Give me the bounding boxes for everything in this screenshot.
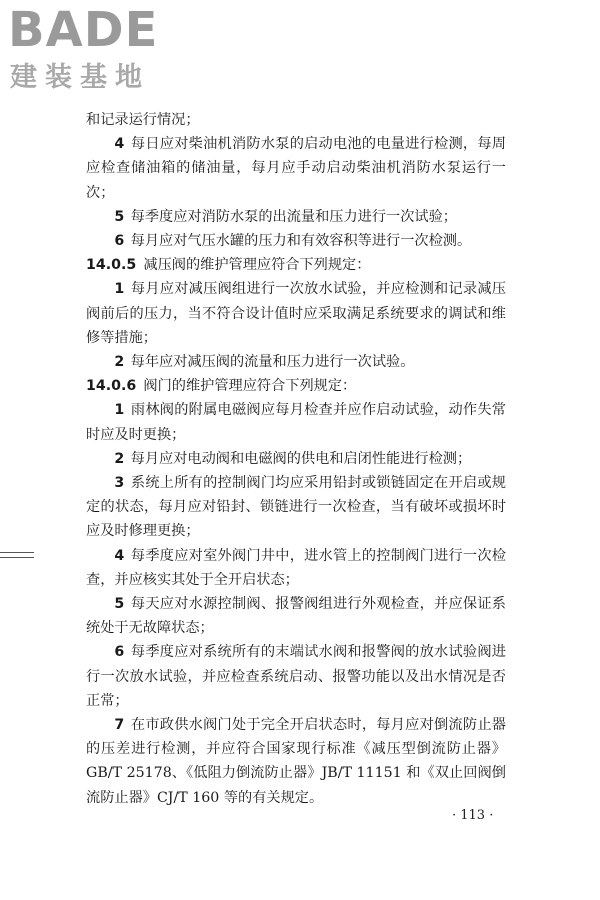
item-text: 每季度应对消防水泵的出流量和压力进行一次试验；: [130, 208, 457, 225]
item-text: 每年应对减压阀的流量和压力进行一次试验。: [130, 354, 415, 371]
item-text: 每季度应对室外阀门井中，进水管上的控制阀门进行一次检查，并应核实其处于全开启状态；: [86, 547, 506, 588]
item-number: 1: [114, 281, 125, 298]
list-item: [86, 229, 506, 253]
item-number: 1: [114, 402, 125, 419]
clause-heading: [86, 253, 506, 277]
item-number: 2: [114, 450, 125, 467]
item-text: 每季度应对系统所有的末端试水阀和报警阀的放水试验阀进行一次放水试验，并应检查系统启动、报警功能以及出水情况是否正常；: [86, 644, 506, 709]
item-text: 每月应对电动阀和电磁阀的供电和启闭性能进行检测；: [130, 450, 472, 467]
logo-wordmark: BADE: [8, 2, 159, 58]
item-number: 4: [114, 547, 125, 564]
item-number: 6: [114, 233, 125, 250]
item-number: 5: [114, 596, 125, 613]
item-number: 2: [114, 354, 125, 371]
logo: [8, 4, 178, 96]
list-item: [86, 132, 506, 205]
clause-text: 减压阀的维护管理应符合下列规定：: [143, 257, 371, 274]
clause-number: 14.0.6: [86, 378, 137, 395]
item-number: 3: [114, 475, 125, 492]
item-number: 6: [114, 644, 125, 661]
list-item: [86, 713, 506, 810]
item-text: 每月应对减压阀组进行一次放水试验，并应检测和记录减压阀前后的压力，当不符合设计值时应采取满足系统要求的调试和维修等措施；: [86, 281, 506, 346]
item-text: 在市政供水阀门处于完全开启状态时，每月应对倒流防止器的压差进行检测，并应符合国家现行标准《减压型倒流防止器》GB/T 25178、《低阻力倒流防止器》JB/T 11151 和《双止回阀倒流防止器》CJ/T 160 等的有关规定。: [86, 717, 506, 806]
item-number: 7: [114, 717, 125, 734]
item-text: 每天应对水源控制阀、报警阀组进行外观检查，并应保证系统处于无故障状态；: [86, 596, 506, 637]
list-item: [86, 350, 506, 374]
list-item: [86, 205, 506, 229]
paragraph: [86, 108, 506, 132]
list-item: [86, 447, 506, 471]
item-text: 每月应对气压水罐的压力和有效容积等进行一次检测。: [130, 233, 472, 250]
list-item: [86, 592, 506, 640]
item-text: 雨林阀的附属电磁阀应每月检查并应作启动试验，动作失常时应及时更换；: [86, 402, 506, 443]
document-body: [86, 108, 506, 810]
clause-number: 14.0.5: [86, 257, 137, 274]
list-item: [86, 471, 506, 544]
clause-heading: [86, 374, 506, 398]
item-text: 系统上所有的控制阀门均应采用铅封或锁链固定在开启或规定的状态，每月应对铅封、锁链进行一次检查，当有破坏或损坏时应及时修理更换；: [86, 475, 506, 540]
list-item: [86, 640, 506, 713]
list-item: [86, 277, 506, 350]
item-number: 4: [114, 136, 125, 153]
page-number: · 113 ·: [452, 808, 494, 823]
binding-edge-mark: [0, 552, 34, 558]
clause-text: 阀门的维护管理应符合下列规定：: [143, 378, 357, 395]
list-item: [86, 398, 506, 446]
item-text: 每日应对柴油机消防水泵的启动电池的电量进行检测，每周应检查储油箱的储油量，每月应手动启动柴油机消防水泵运行一次；: [86, 136, 506, 201]
paragraph-text: 和记录运行情况；: [86, 112, 200, 128]
list-item: [86, 544, 506, 592]
item-number: 5: [114, 208, 125, 225]
logo-subtitle: 建装基地: [10, 62, 150, 93]
